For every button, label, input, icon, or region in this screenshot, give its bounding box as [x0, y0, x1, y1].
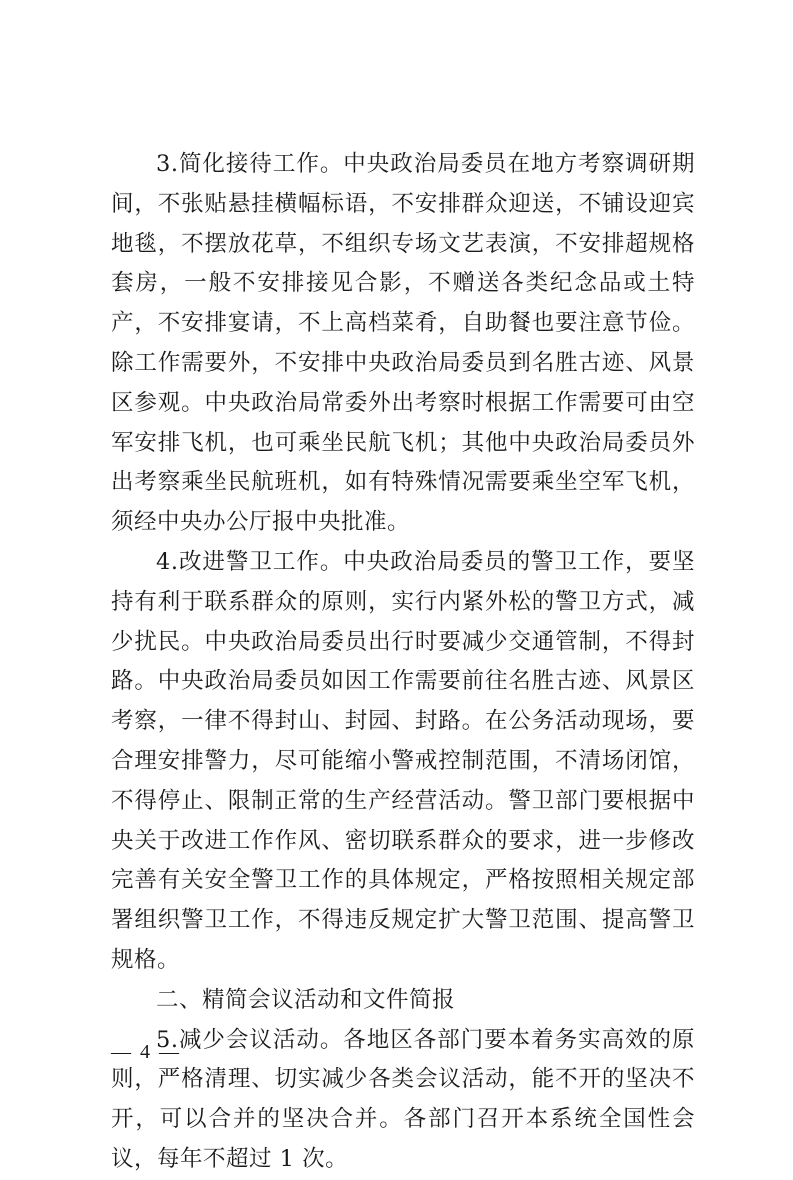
- document-body: [111, 145, 695, 1180]
- paragraph-reduce-meetings: 5.减少会议活动。各地区各部门要本着务实高效的原则，严格清理、切实减少各类会议活动，能不开的坚决不开，可以合并的坚决合并。各部门召开本系统全国性会议，每年不超过 1 次。: [111, 1026, 695, 1172]
- page-number: — 4 —: [111, 1041, 181, 1063]
- section-heading: 二、精简会议活动和文件简报: [156, 986, 456, 1013]
- paragraph-reception-work: 3.简化接待工作。中央政治局委员在地方考察调研期间，不张贴悬挂横幅标语，不安排群众迎送，不铺设迎宾地毯，不摆放花草，不组织专场文艺表演，不安排超规格套房，一般不安排接见合影，不赠送各类纪念品或土特产，不安排宴请，不上高档菜肴，自助餐也要注意节俭。除工作需要外，不安排中央政治局委员到名胜古迹、风景区参观。中央政治局常委外出考察时根据工作需要可由空军安排飞机，也可乘坐民航飞机；其他中央政治局委员外出考察乘坐民航班机，如有特殊情况需要乘坐空军飞机，须经中央办公厅报中央批准。: [111, 151, 695, 536]
- paragraph-security-work: 4.改进警卫工作。中央政治局委员的警卫工作，要坚持有利于联系群众的原则，实行内紧外松的警卫方式，减少扰民。中央政治局委员出行时要减少交通管制，不得封路。中央政治局委员如因工作需要前往名胜古迹、风景区考察，一律不得封山、封园、封路。在公务活动现场，要合理安排警力，尽可能缩小警戒控制范围，不清场闭馆，不得停止、限制正常的生产经营活动。警卫部门要根据中央关于改进工作作风、密切联系群众的要求，进一步修改完善有关安全警卫工作的具体规定，严格按照相关规定部署组织警卫工作，不得违反规定扩大警卫范围、提高警卫规格。: [111, 548, 695, 973]
